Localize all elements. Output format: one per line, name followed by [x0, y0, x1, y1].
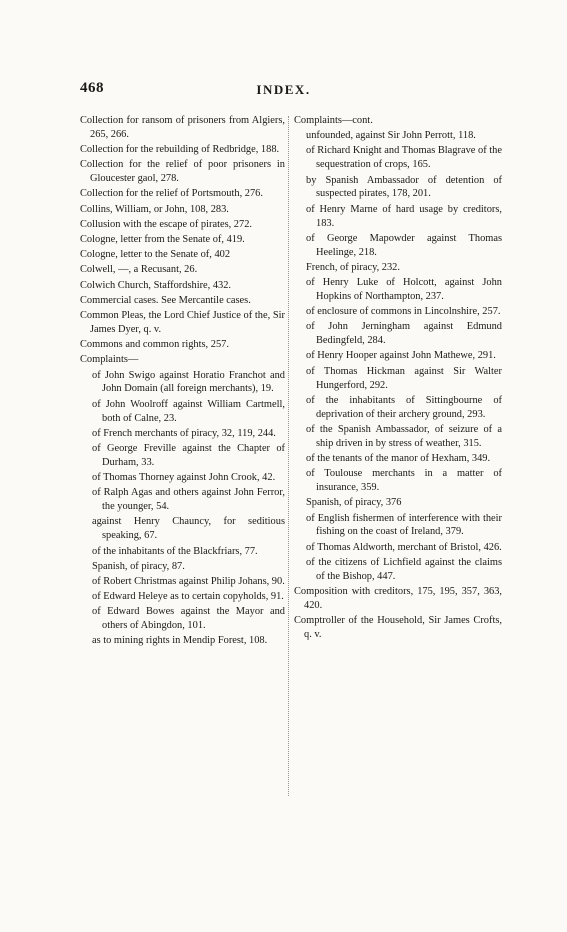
index-subentry: of the inhabitants of Sittingbourne of deprivation of their archery ground, 293.: [306, 394, 502, 420]
index-subentry: French, of piracy, 232.: [306, 261, 400, 273]
index-column-left: [80, 114, 285, 650]
index-subentry: of the inhabitants of the Blackfriars, 77.: [92, 545, 258, 557]
index-entry: Complaints—: [80, 354, 139, 366]
index-subentry: of Henry Marne of hard usage by creditors, 183.: [306, 203, 502, 229]
index-subentry: as to mining rights in Mendip Forest, 108.: [92, 635, 268, 647]
column-divider: [288, 116, 289, 796]
index-subentry: of Thomas Thorney against John Crook, 42.: [92, 472, 276, 484]
index-entry: Collection for the relief of poor prisoners in Gloucester gaol, 278.: [80, 159, 285, 185]
index-entry: Commons and common rights, 257.: [80, 339, 229, 351]
index-entry: Colwich Church, Staffordshire, 432.: [80, 279, 232, 291]
index-subentry: of Henry Luke of Holcott, against John Hopkins of Northampton, 237.: [306, 277, 502, 302]
index-subentry: of French merchants of piracy, 32, 119, 244.: [92, 427, 276, 439]
index-subentry: of Richard Knight and Thomas Blagrave of the sequestration of crops, 165.: [306, 145, 502, 171]
index-subentry: of Edward Bowes against the Mayor and others of Abingdon, 101.: [92, 606, 285, 632]
index-entry: Common Pleas, the Lord Chief Justice of the, Sir James Dyer, q. v.: [80, 310, 285, 335]
index-subentry: of Thomas Aldworth, merchant of Bristol, 426.: [306, 541, 502, 553]
index-subentry: Spanish, of piracy, 376: [306, 497, 402, 509]
index-subentry: against Henry Chauncy, for seditious speaking, 67.: [92, 516, 285, 542]
index-subentry: by Spanish Ambassador of detention of suspected pirates, 178, 201.: [306, 174, 502, 200]
index-entry: Collection for the relief of Portsmouth, 276.: [80, 188, 263, 200]
index-subentry: of Edward Heleye as to certain copyholds, 91.: [92, 591, 284, 603]
index-subentry: of John Jerningham against Edmund Bedingfeld, 284.: [306, 321, 502, 347]
index-subentry: of the Spanish Ambassador, of seizure of a ship driven in by stress of weather, 315.: [306, 423, 502, 449]
index-entry: Composition with creditors, 175, 195, 357, 363, 420.: [294, 585, 502, 611]
index-subentry: of George Mapowder against Thomas Heelinge, 218.: [306, 232, 502, 258]
index-subentry: of John Woolroff against William Cartmell, both of Calne, 23.: [92, 398, 285, 424]
index-entry: Comptroller of the Household, Sir James Crofts, q. v.: [294, 615, 502, 640]
index-subentry: of enclosure of commons in Lincolnshire, 257.: [306, 306, 501, 318]
index-subentry: of the tenants of the manor of Hexham, 349.: [306, 453, 491, 464]
index-subentry: of the citizens of Lichfield against the claims of the Bishop, 447.: [306, 556, 502, 582]
index-entry: Colwell, —, a Recusant, 26.: [80, 264, 198, 276]
index-subentry: of George Freville against the Chapter of Durham, 33.: [92, 442, 285, 468]
index-entry: Commercial cases. See Mercantile cases.: [80, 294, 251, 306]
index-entry: Cologne, letter to the Senate of, 402: [80, 249, 231, 261]
index-entry: Collins, William, or John, 108, 283.: [80, 203, 229, 215]
index-subentry: of Ralph Agas and others against John Ferror, the younger, 54.: [92, 487, 285, 513]
index-subentry: of Thomas Hickman against Sir Walter Hungerford, 292.: [306, 365, 502, 391]
index-subentry: of Robert Christmas against Philip Johans, 90.: [92, 575, 285, 587]
index-entry: Complaints—cont.: [294, 115, 373, 126]
index-entry: Cologne, letter from the Senate of, 419.: [80, 234, 245, 246]
index-subentry: of Toulouse merchants in a matter of insurance, 359.: [306, 468, 502, 494]
running-head: INDEX.: [256, 82, 311, 97]
index-subentry: of John Swigo against Horatio Franchot and John Domain (all foreign merchants), 19.: [92, 369, 285, 395]
index-entry: Collection for ransom of prisoners from Algiers, 265, 266.: [80, 115, 285, 140]
page-number: 468: [80, 80, 104, 96]
index-subentry: of English fishermen of interference with their fishing on the coast of Ireland, 379.: [306, 512, 502, 538]
index-column-right: [294, 114, 502, 643]
index-subentry: Spanish, of piracy, 87.: [92, 560, 185, 572]
index-entry: Collusion with the escape of pirates, 272.: [80, 218, 252, 230]
index-subentry: unfounded, against Sir John Perrott, 118.: [306, 130, 476, 142]
index-entry: Collection for the rebuilding of Redbridge, 188.: [80, 144, 280, 156]
index-subentry: of Henry Hooper against John Mathewe, 291.: [306, 350, 496, 362]
